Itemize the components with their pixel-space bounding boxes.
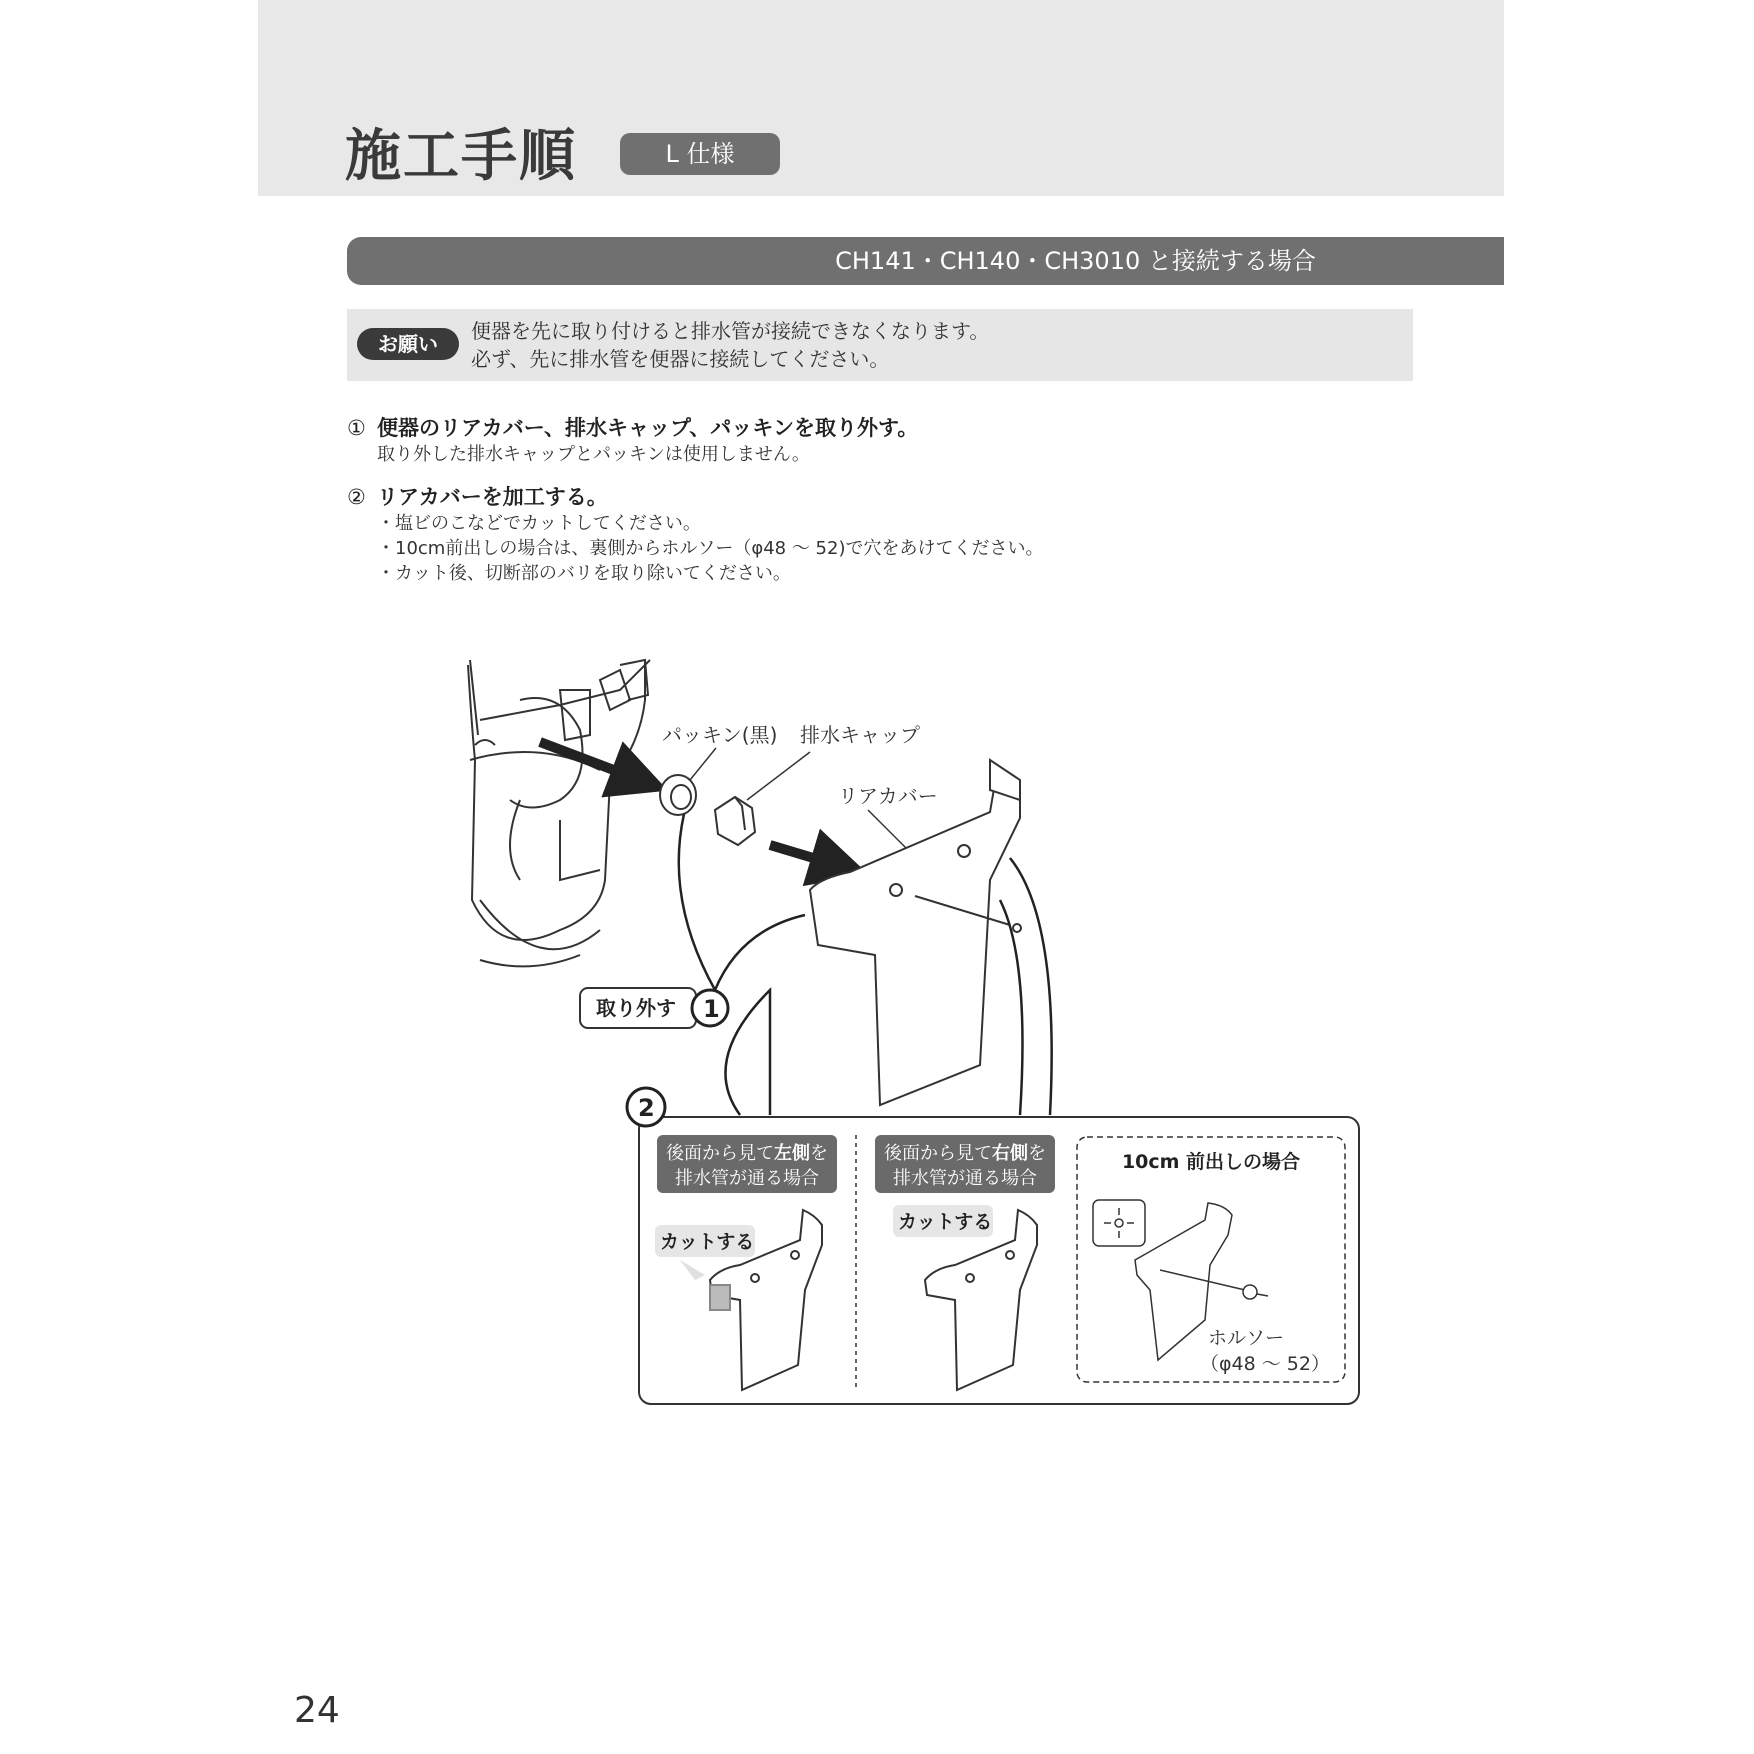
notice-line: 必ず、先に排水管を便器に接続してください。 (471, 347, 890, 371)
step-1-note: 取り外した排水キャップとパッキンは使用しません。 (377, 444, 810, 465)
panel-num: 2 (638, 1094, 655, 1122)
callout-remove: 取り外す (596, 996, 676, 1020)
step-2-note: ・カット後、切断部のバリを取り除いてください。 (377, 563, 791, 584)
toilet-illustration (468, 660, 650, 966)
remove-arrow-2 (770, 845, 840, 866)
left-panel-line1a: 後面から見て (666, 1143, 774, 1164)
holesaw-size-label: （φ48 ～ 52） (1200, 1353, 1330, 1375)
step-heading-text: 便器のリアカバー、排水キャップ、パッキンを取り外す。 (377, 416, 919, 440)
left-panel-line2: 排水管が通る場合 (675, 1168, 819, 1189)
right-panel-line2: 排水管が通る場合 (893, 1168, 1037, 1189)
right-panel-line1c: を (1028, 1143, 1046, 1164)
label-rear-cover: リアカバー (838, 784, 938, 808)
front-panel-title: 10cm 前出しの場合 (1121, 1151, 1301, 1173)
step-number: ① (347, 416, 366, 440)
left-panel-line1c: を (810, 1143, 828, 1164)
packing-ring (660, 775, 696, 815)
step-number: ② (347, 485, 366, 509)
step-heading-text: リアカバーを加工する。 (377, 485, 608, 509)
page-number: 24 (294, 1690, 340, 1731)
right-panel-line1b: 右側 (992, 1143, 1028, 1164)
notice-line: 便器を先に取り付けると排水管が接続できなくなります。 (471, 319, 990, 343)
step-2-note: ・10cm前出しの場合は、裏側からホルソー（φ48 ～ 52)で穴をあけてください。 (377, 538, 1044, 559)
drain-cap (715, 797, 755, 845)
notice-badge: お願い (357, 328, 459, 360)
right-cut-label: カットする (898, 1211, 993, 1233)
label-packing: パッキン(黒) (662, 723, 778, 747)
section-title: CH141・CH140・CH3010 と接続する場合 (835, 247, 1316, 275)
holesaw-label: ホルソー (1208, 1327, 1285, 1349)
right-panel-line1a: 後面から見て (884, 1143, 992, 1164)
label-drain-cap: 排水キャップ (800, 723, 920, 747)
page-title: 施工手順 (345, 124, 577, 189)
left-panel-line1b: 左側 (774, 1143, 810, 1164)
spec-badge: L 仕様 (620, 133, 780, 175)
step-2-note: ・塩ビのこなどでカットしてください。 (377, 513, 701, 534)
svg-text:後面から見て右側を (884, 1142, 1046, 1164)
callout-remove-num: 1 (703, 995, 720, 1023)
left-cut-label: カットする (660, 1231, 755, 1253)
svg-text:後面から見て左側を (666, 1142, 828, 1164)
rear-cover-illustration (810, 760, 1021, 1105)
